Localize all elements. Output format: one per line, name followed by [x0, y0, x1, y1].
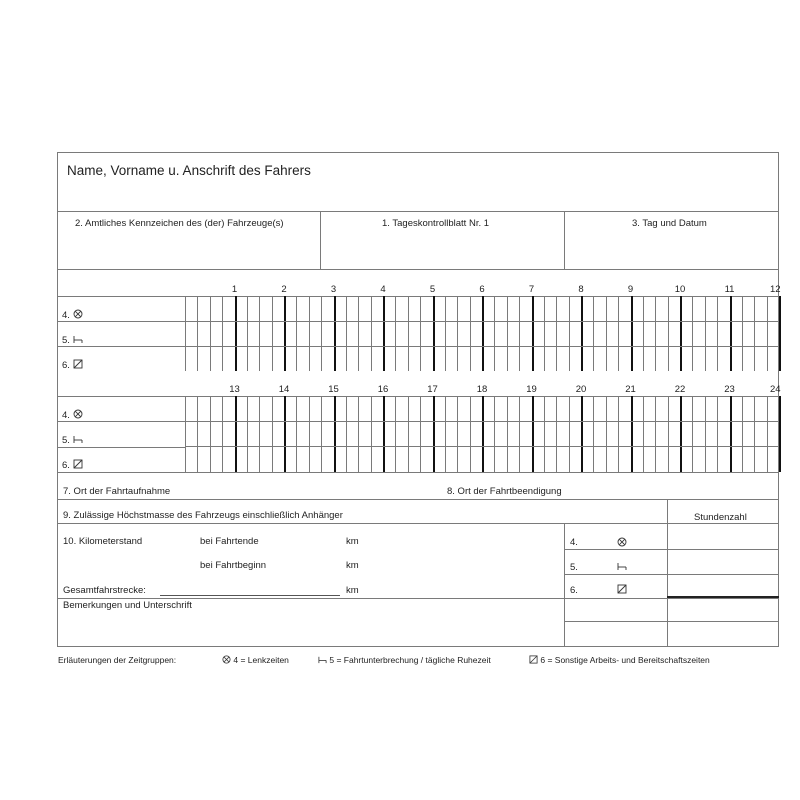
- hour-label: 3: [330, 284, 337, 295]
- hour-label: 24: [770, 384, 781, 395]
- grid-row-line: [185, 346, 779, 347]
- quarter-line: [606, 296, 607, 371]
- sheet-number-label: 1. Tageskontrollblatt Nr. 1: [382, 218, 490, 229]
- quarter-line: [470, 296, 471, 371]
- remarks-label: Bemerkungen und Unterschrift: [63, 600, 192, 611]
- hour-line: [284, 296, 286, 371]
- hour-line: [433, 396, 435, 472]
- hour-label: 11: [724, 284, 735, 295]
- divider: [57, 346, 185, 347]
- quarter-line: [222, 296, 223, 371]
- legend-rest: [318, 655, 491, 665]
- quarter-line: [668, 396, 669, 472]
- hour-label: 5: [429, 284, 436, 295]
- quarter-line: [655, 296, 656, 371]
- quarter-line: [420, 296, 421, 371]
- quarter-line: [618, 296, 619, 371]
- summary-row-rest-label: 5.: [570, 562, 578, 573]
- hour-line: [334, 396, 336, 472]
- odometer-label: 10. Kilometerstand: [63, 536, 143, 547]
- quarter-line: [470, 396, 471, 472]
- quarter-line: [593, 296, 594, 371]
- quarter-line: [655, 396, 656, 472]
- hour-line: [284, 396, 286, 472]
- hour-label: 6: [479, 284, 485, 295]
- hour-label: 23: [724, 384, 735, 395]
- quarter-line: [593, 396, 594, 472]
- quarter-line: [358, 396, 359, 472]
- quarter-line: [346, 396, 347, 472]
- quarter-line: [296, 396, 297, 472]
- hour-line: [235, 296, 237, 371]
- hour-line: [779, 396, 781, 472]
- summary-row-other-label: 6.: [570, 585, 578, 596]
- hour-line: [779, 296, 781, 371]
- quarter-line: [272, 396, 273, 472]
- quarter-line: [309, 396, 310, 472]
- quarter-line: [643, 396, 644, 472]
- divider: [564, 621, 779, 622]
- quarter-line: [606, 396, 607, 472]
- grid-row-line: [185, 446, 779, 447]
- hour-label: 19: [526, 384, 537, 395]
- legend-other: [529, 655, 710, 665]
- hour-label: 9: [627, 284, 634, 295]
- hour-line: [631, 396, 633, 472]
- quarter-line: [408, 396, 409, 472]
- grid2-row-other: [62, 459, 83, 471]
- work-box-icon: [617, 584, 627, 594]
- grid1-row-other: [62, 359, 83, 371]
- quarter-line: [544, 396, 545, 472]
- bed-icon: [617, 561, 627, 571]
- quarter-line: [408, 296, 409, 371]
- grid-row-line: [185, 421, 779, 422]
- quarter-line: [717, 296, 718, 371]
- quarter-line: [346, 296, 347, 371]
- quarter-line: [507, 296, 508, 371]
- divider: [57, 472, 779, 473]
- hour-line: [383, 296, 385, 371]
- work-box-icon: [73, 359, 83, 369]
- quarter-line: [494, 396, 495, 472]
- quarter-line: [556, 296, 557, 371]
- odometer-end-label: bei Fahrtende: [200, 536, 259, 547]
- hour-label: 12: [770, 284, 781, 295]
- grid2-row-rest: [62, 434, 83, 446]
- time-grid-1-12[interactable]: [185, 296, 779, 371]
- quarter-line: [742, 396, 743, 472]
- hour-label: 22: [674, 384, 686, 395]
- quarter-line: [185, 296, 186, 371]
- quarter-line: [321, 396, 322, 472]
- quarter-line: [544, 296, 545, 371]
- quarter-line: [519, 396, 520, 472]
- quarter-line: [247, 296, 248, 371]
- time-grid-13-24[interactable]: [185, 396, 779, 472]
- quarter-line: [185, 396, 186, 472]
- hour-line: [383, 396, 385, 472]
- hour-line: [680, 396, 682, 472]
- quarter-line: [210, 396, 211, 472]
- divider: [57, 499, 779, 500]
- legend-other-text: 6 = Sonstige Arbeits- und Bereitschaftszeiten: [540, 655, 710, 665]
- legend-rest-text: 5 = Fahrtunterbrechung / tägliche Ruhezeit: [329, 655, 491, 665]
- quarter-line: [197, 396, 198, 472]
- row-number: 6.: [62, 360, 70, 371]
- hour-line: [730, 396, 732, 472]
- divider: [667, 499, 668, 647]
- hour-line: [680, 296, 682, 371]
- hours-driving-field[interactable]: [668, 524, 778, 548]
- quarter-line: [259, 296, 260, 371]
- quarter-line: [395, 296, 396, 371]
- quarter-line: [692, 396, 693, 472]
- quarter-line: [767, 396, 768, 472]
- quarter-line: [445, 296, 446, 371]
- row-number: 5.: [62, 335, 70, 346]
- hour-label: 17: [427, 384, 438, 395]
- quarter-line: [272, 296, 273, 371]
- quarter-line: [556, 396, 557, 472]
- divider: [57, 421, 185, 422]
- sum-line: [667, 596, 779, 598]
- row-number: 6.: [62, 460, 70, 471]
- quarter-line: [767, 296, 768, 371]
- km-unit: km: [346, 585, 359, 596]
- quarter-line: [309, 296, 310, 371]
- hour-label: 21: [625, 384, 636, 395]
- quarter-line: [197, 296, 198, 371]
- divider: [320, 211, 321, 269]
- hour-line: [532, 396, 534, 472]
- divider: [57, 269, 779, 270]
- hour-label: 8: [578, 284, 584, 295]
- steering-wheel-icon: [222, 655, 231, 664]
- quarter-line: [519, 296, 520, 371]
- quarter-line: [569, 296, 570, 371]
- grid1-row-rest: [62, 334, 83, 346]
- quarter-line: [569, 396, 570, 472]
- quarter-line: [296, 296, 297, 371]
- quarter-line: [705, 296, 706, 371]
- hour-line: [631, 296, 633, 371]
- grid2-row-driving: [62, 409, 83, 421]
- quarter-line: [643, 296, 644, 371]
- quarter-line: [754, 396, 755, 472]
- hour-line: [532, 296, 534, 371]
- total-distance-label: Gesamtfahrstrecke:: [63, 585, 146, 596]
- driver-name-label: Name, Vorname u. Anschrift des Fahrers: [67, 163, 311, 178]
- quarter-line: [457, 296, 458, 371]
- km-unit: km: [346, 560, 359, 571]
- grid-row-line: [185, 321, 779, 322]
- bed-icon: [73, 334, 83, 344]
- hour-label: 10: [674, 284, 686, 295]
- hours-total-header: Stundenzahl: [694, 512, 747, 523]
- legend-driving-text: 4 = Lenkzeiten: [233, 655, 289, 665]
- quarter-line: [717, 396, 718, 472]
- legend-intro: Erläuterungen der Zeitgruppen:: [58, 655, 177, 665]
- quarter-line: [457, 396, 458, 472]
- quarter-line: [222, 396, 223, 472]
- hour-label: 14: [278, 384, 290, 395]
- max-mass-label: 9. Zulässige Höchstmasse des Fahrzeugs einschließlich Anhänger: [63, 510, 343, 521]
- quarter-line: [371, 296, 372, 371]
- odometer-start-label: bei Fahrtbeginn: [200, 560, 267, 571]
- quarter-line: [210, 296, 211, 371]
- row-number: 4.: [62, 310, 70, 321]
- legend-driving: [222, 655, 289, 665]
- bed-icon: [73, 434, 83, 444]
- quarter-line: [395, 396, 396, 472]
- hour-line: [482, 396, 484, 472]
- quarter-line: [445, 396, 446, 472]
- km-unit: km: [346, 536, 359, 547]
- quarter-line: [705, 396, 706, 472]
- steering-wheel-icon: [617, 537, 627, 547]
- quarter-line: [247, 396, 248, 472]
- hour-label: 13: [229, 384, 240, 395]
- divider: [564, 211, 565, 269]
- quarter-line: [420, 396, 421, 472]
- row-number: 4.: [62, 410, 70, 421]
- hour-label: 16: [377, 384, 389, 395]
- hour-line: [730, 296, 732, 371]
- quarter-line: [507, 396, 508, 472]
- total-distance-input[interactable]: [160, 595, 340, 596]
- hour-label: 7: [528, 284, 535, 295]
- plate-label: 2. Amtliches Kennzeichen des (der) Fahrzeuge(s): [75, 218, 284, 229]
- quarter-line: [358, 296, 359, 371]
- quarter-line: [668, 296, 669, 371]
- bed-icon: [318, 655, 327, 664]
- quarter-line: [371, 396, 372, 472]
- work-box-icon: [529, 655, 538, 664]
- divider: [57, 447, 185, 448]
- work-box-icon: [73, 459, 83, 469]
- hour-line: [581, 396, 583, 472]
- quarter-line: [321, 296, 322, 371]
- quarter-line: [742, 296, 743, 371]
- divider: [57, 211, 779, 212]
- quarter-line: [494, 296, 495, 371]
- hour-line: [433, 296, 435, 371]
- hour-label: 2: [281, 284, 287, 295]
- hour-label: 1: [231, 284, 238, 295]
- hour-line: [334, 296, 336, 371]
- divider: [57, 598, 779, 599]
- divider: [564, 523, 565, 647]
- hours-rest-field[interactable]: [668, 550, 778, 573]
- hour-label: 20: [575, 384, 587, 395]
- quarter-line: [618, 396, 619, 472]
- hour-line: [482, 296, 484, 371]
- divider: [57, 321, 185, 322]
- hour-label: 15: [328, 384, 339, 395]
- grid1-row-driving: [62, 309, 83, 321]
- quarter-line: [259, 396, 260, 472]
- summary-row-driving-label: 4.: [570, 537, 578, 548]
- date-label: 3. Tag und Datum: [632, 218, 707, 229]
- hour-label: 4: [380, 284, 386, 295]
- hour-label: 18: [476, 384, 488, 395]
- quarter-line: [692, 296, 693, 371]
- steering-wheel-icon: [73, 309, 83, 319]
- hour-line: [581, 296, 583, 371]
- hours-other-field[interactable]: [668, 575, 778, 595]
- hour-line: [235, 396, 237, 472]
- row-number: 5.: [62, 435, 70, 446]
- quarter-line: [754, 296, 755, 371]
- start-place-label: 7. Ort der Fahrtaufnahme: [63, 486, 171, 497]
- steering-wheel-icon: [73, 409, 83, 419]
- end-place-label: 8. Ort der Fahrtbeendigung: [447, 486, 562, 497]
